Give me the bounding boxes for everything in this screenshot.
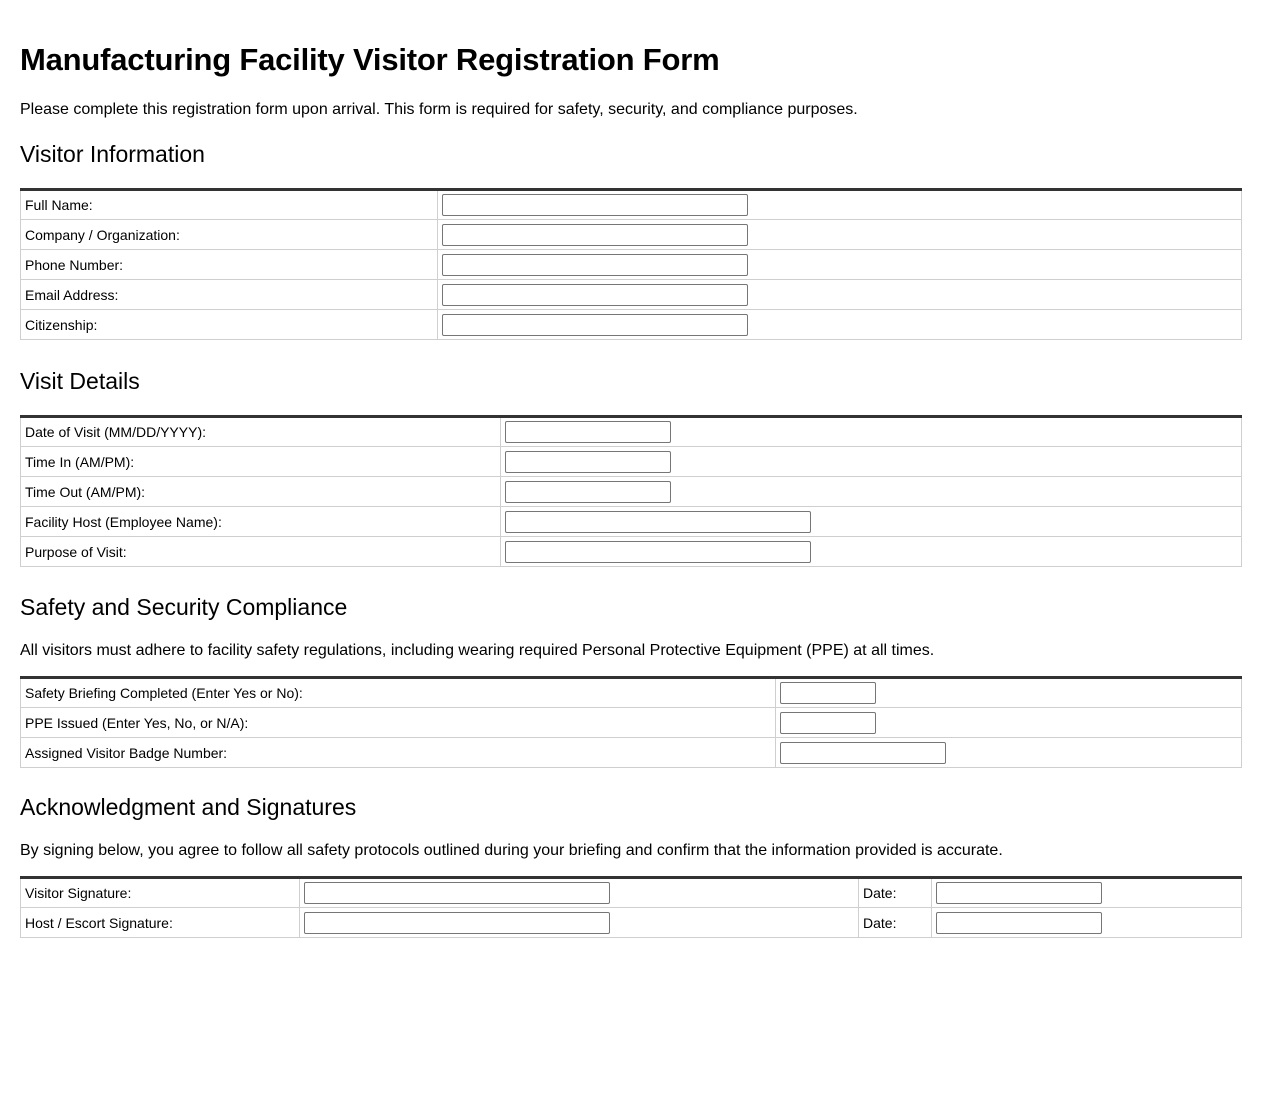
visitor-date-input[interactable] bbox=[936, 882, 1102, 904]
table-row bbox=[21, 447, 1242, 477]
time-out-label: Time Out (AM/PM): bbox=[21, 477, 501, 507]
visit-details-heading: Visit Details bbox=[20, 368, 140, 394]
time-out-input[interactable] bbox=[505, 481, 671, 503]
host-signature-input[interactable] bbox=[304, 912, 610, 934]
visit-date-input[interactable] bbox=[505, 421, 671, 443]
visitor-info-table bbox=[20, 188, 1242, 340]
company-input[interactable] bbox=[442, 224, 748, 246]
table-row bbox=[21, 678, 1242, 708]
table-row bbox=[21, 878, 1242, 908]
phone-label: Phone Number: bbox=[21, 250, 438, 280]
page-title: Manufacturing Facility Visitor Registration Form bbox=[20, 42, 720, 77]
safety-briefing-label: Safety Briefing Completed (Enter Yes or No): bbox=[21, 678, 776, 708]
full-name-label: Full Name: bbox=[21, 190, 438, 220]
safety-note: All visitors must adhere to facility safety regulations, including wearing required Personal Protective Equipment (PPE) at all times. bbox=[20, 642, 935, 659]
facility-host-input[interactable] bbox=[505, 511, 811, 533]
table-row bbox=[21, 417, 1242, 447]
table-row bbox=[21, 708, 1242, 738]
purpose-input[interactable] bbox=[505, 541, 811, 563]
table-row bbox=[21, 908, 1242, 938]
visitor-info-heading: Visitor Information bbox=[20, 141, 205, 167]
table-row bbox=[21, 537, 1242, 567]
visit-details-table bbox=[20, 415, 1242, 567]
safety-table bbox=[20, 676, 1242, 768]
visit-date-label: Date of Visit (MM/DD/YYYY): bbox=[21, 417, 501, 447]
email-input[interactable] bbox=[442, 284, 748, 306]
badge-number-label: Assigned Visitor Badge Number: bbox=[21, 738, 776, 768]
citizenship-label: Citizenship: bbox=[21, 310, 438, 340]
ppe-issued-label: PPE Issued (Enter Yes, No, or N/A): bbox=[21, 708, 776, 738]
email-label: Email Address: bbox=[21, 280, 438, 310]
visitor-signature-label: Visitor Signature: bbox=[21, 878, 300, 908]
table-row bbox=[21, 250, 1242, 280]
host-date-label: Date: bbox=[859, 908, 932, 938]
table-row bbox=[21, 310, 1242, 340]
company-label: Company / Organization: bbox=[21, 220, 438, 250]
safety-heading: Safety and Security Compliance bbox=[20, 594, 348, 620]
citizenship-input[interactable] bbox=[442, 314, 748, 336]
badge-number-input[interactable] bbox=[780, 742, 946, 764]
signatures-table bbox=[20, 876, 1242, 938]
visitor-signature-input[interactable] bbox=[304, 882, 610, 904]
full-name-input[interactable] bbox=[442, 194, 748, 216]
table-row bbox=[21, 507, 1242, 537]
table-row bbox=[21, 477, 1242, 507]
visitor-date-label: Date: bbox=[859, 878, 932, 908]
ppe-issued-input[interactable] bbox=[780, 712, 876, 734]
facility-host-label: Facility Host (Employee Name): bbox=[21, 507, 501, 537]
host-signature-label: Host / Escort Signature: bbox=[21, 908, 300, 938]
safety-briefing-input[interactable] bbox=[780, 682, 876, 704]
intro-text: Please complete this registration form upon arrival. This form is required for safety, security, and compliance purposes. bbox=[20, 101, 858, 118]
signatures-note: By signing below, you agree to follow all safety protocols outlined during your briefing and confirm that the information provided is accurate. bbox=[20, 842, 1003, 859]
phone-input[interactable] bbox=[442, 254, 748, 276]
time-in-input[interactable] bbox=[505, 451, 671, 473]
table-row bbox=[21, 220, 1242, 250]
table-row bbox=[21, 190, 1242, 220]
signatures-heading: Acknowledgment and Signatures bbox=[20, 794, 357, 820]
purpose-label: Purpose of Visit: bbox=[21, 537, 501, 567]
host-date-input[interactable] bbox=[936, 912, 1102, 934]
table-row bbox=[21, 280, 1242, 310]
table-row bbox=[21, 738, 1242, 768]
time-in-label: Time In (AM/PM): bbox=[21, 447, 501, 477]
